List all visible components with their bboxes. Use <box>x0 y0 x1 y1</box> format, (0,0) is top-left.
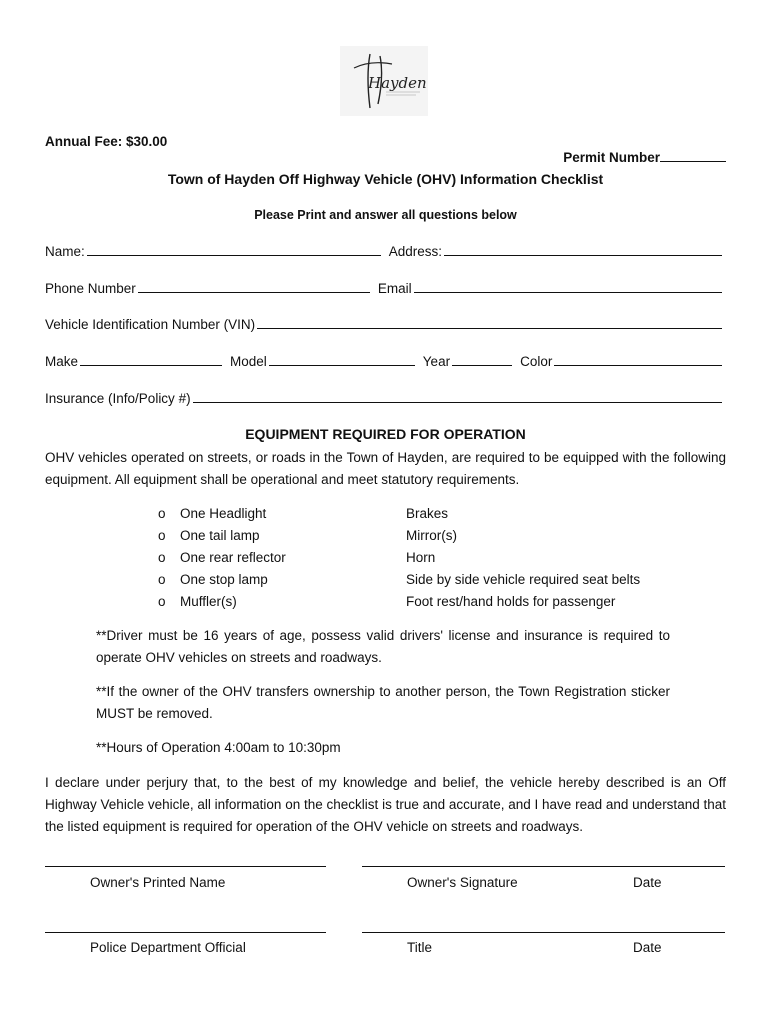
list-item <box>158 547 678 569</box>
list-item <box>158 569 678 591</box>
equipment-item: One rear reflector <box>180 550 286 565</box>
vin-label: Vehicle Identification Number (VIN) <box>45 317 256 332</box>
owner-signature-line[interactable] <box>362 866 725 867</box>
vin-row <box>45 316 726 332</box>
name-label: Name: <box>45 244 85 259</box>
insurance-row <box>45 390 726 406</box>
model-field[interactable] <box>269 353 415 366</box>
hayden-logo <box>340 46 428 116</box>
police-official-label: Police Department Official <box>90 940 246 955</box>
equipment-item: Mirror(s) <box>406 528 457 543</box>
equipment-intro: OHV vehicles operated on streets, or roads in the Town of Hayden, are required to be equipped with the following equipment. All equipment shall be operational and meet statutory requirements. <box>45 450 726 487</box>
address-label: Address: <box>388 244 443 259</box>
list-item <box>158 525 678 547</box>
bullet-icon: o <box>158 528 166 543</box>
list-item <box>158 503 678 525</box>
phone-field[interactable] <box>138 280 370 293</box>
bullet-icon: o <box>158 572 166 587</box>
note-age: **Driver must be 16 years of age, possess valid drivers' license and insurance is required to operate OHV vehicles on streets and roadways. <box>96 628 670 665</box>
declaration: I declare under perjury that, to the best of my knowledge and belief, the vehicle hereby described is an Off Highway Vehicle vehicle, all information on the checklist is true and accurate, and I have read and understand that the listed equipment is required for operation of the OHV vehicle on streets and roadways. <box>45 775 726 834</box>
color-field[interactable] <box>554 353 722 366</box>
date-label: Date <box>633 875 662 890</box>
equipment-heading: EQUIPMENT REQUIRED FOR OPERATION <box>245 426 526 442</box>
title-line[interactable] <box>362 932 725 933</box>
insurance-label: Insurance (Info/Policy #) <box>45 391 191 406</box>
address-field[interactable] <box>444 243 722 256</box>
logo-wordmark: Hayden <box>368 74 427 92</box>
make-field[interactable] <box>80 353 222 366</box>
bullet-icon: o <box>158 550 166 565</box>
note-hours: **Hours of Operation 4:00am to 10:30pm <box>96 740 341 755</box>
model-label: Model <box>230 354 267 369</box>
year-field[interactable] <box>452 353 512 366</box>
note-ownership: **If the owner of the OHV transfers ownership to another person, the Town Registration sticker MUST be removed. <box>96 684 670 721</box>
insurance-field[interactable] <box>193 390 722 403</box>
header-row <box>45 134 726 165</box>
page-title: Town of Hayden Off Highway Vehicle (OHV) Information Checklist <box>167 171 604 187</box>
permit-number-label: Permit Number <box>563 150 660 165</box>
owner-name-label: Owner's Printed Name <box>90 875 226 890</box>
annual-fee: Annual Fee: $30.00 <box>45 134 168 149</box>
make-model-row <box>45 353 726 369</box>
date-label: Date <box>633 940 662 955</box>
page-subtitle: Please Print and answer all questions below <box>254 208 517 222</box>
equipment-item: Side by side vehicle required seat belts <box>406 572 641 587</box>
name-field[interactable] <box>87 243 381 256</box>
year-label: Year <box>422 354 451 369</box>
phone-label: Phone Number <box>45 281 136 296</box>
list-item <box>158 591 678 613</box>
owner-signature-label: Owner's Signature <box>407 875 518 890</box>
phone-email-row <box>45 280 726 296</box>
equipment-item: One tail lamp <box>180 528 260 543</box>
equipment-item: Foot rest/hand holds for passenger <box>406 594 616 609</box>
make-label: Make <box>45 354 79 369</box>
bullet-icon: o <box>158 594 166 609</box>
equipment-item: One stop lamp <box>180 572 268 587</box>
bullet-icon: o <box>158 506 166 521</box>
permit-number-line[interactable] <box>660 149 726 162</box>
name-address-row <box>45 243 726 259</box>
title-label: Title <box>407 940 433 955</box>
equipment-item: One Headlight <box>180 506 267 521</box>
permit-number-field <box>563 149 726 165</box>
police-official-line[interactable] <box>45 932 326 933</box>
equipment-item: Brakes <box>406 506 449 521</box>
equipment-item: Horn <box>406 550 436 565</box>
email-field[interactable] <box>414 280 722 293</box>
email-label: Email <box>377 281 412 296</box>
color-label: Color <box>520 354 553 369</box>
vin-field[interactable] <box>257 316 722 329</box>
owner-name-line[interactable] <box>45 866 326 867</box>
equipment-item: Muffler(s) <box>180 594 237 609</box>
equipment-list <box>158 503 678 613</box>
